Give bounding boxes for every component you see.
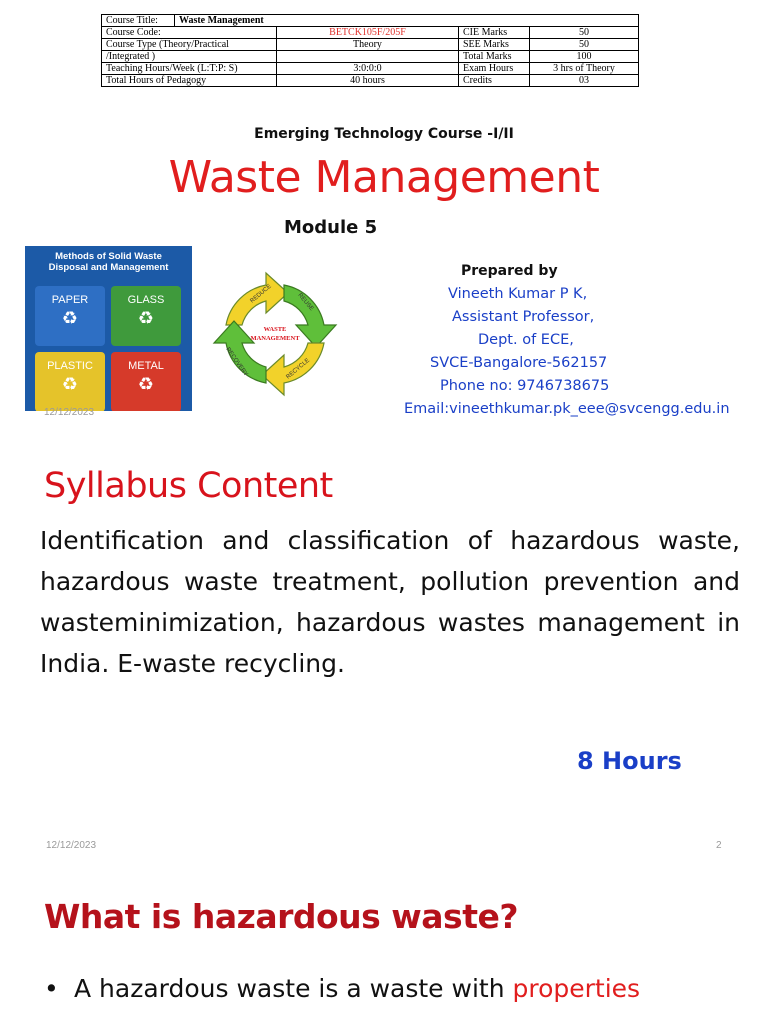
table-row <box>102 51 639 63</box>
table-cell <box>277 51 459 63</box>
prepared-by-label: Prepared by <box>461 263 558 279</box>
cycle-label: REDUCE <box>249 283 273 305</box>
recovery-arrow <box>214 321 266 383</box>
slide-date: 12/12/2023 <box>44 407 95 418</box>
paper-bin <box>35 286 105 346</box>
waste-bins-image <box>25 246 192 411</box>
table-cell: Total Marks <box>459 51 530 63</box>
bullet-item <box>44 974 640 1003</box>
author-phone: Phone no: 9746738675 <box>440 378 610 394</box>
image-caption <box>25 251 192 273</box>
table-cell: Course Title: <box>102 15 175 27</box>
bin-label: PLASTIC <box>47 360 93 372</box>
table-cell: Total Hours of Pedagogy <box>102 75 277 87</box>
author-email: Email:vineethkumar.pk_eee@svcengg.edu.in <box>404 401 730 417</box>
table-cell: CIE Marks <box>459 27 530 39</box>
hazardous-waste-title: What is hazardous waste? <box>44 897 518 936</box>
table-cell: 3 hrs of Theory <box>530 63 639 75</box>
recycle-icon: ♻ <box>137 374 155 395</box>
author-name: Vineeth Kumar P K, <box>448 286 588 302</box>
table-cell: Teaching Hours/Week (L:T:P: S) <box>102 63 277 75</box>
cycle-center-label: MANAGEMENT <box>250 335 300 342</box>
glass-bin <box>111 286 181 346</box>
image-caption-line: Disposal and Management <box>48 262 169 273</box>
hours-label: 8 Hours <box>577 747 682 775</box>
cycle-center-label: WASTE <box>263 326 287 333</box>
bullet-highlight: properties <box>512 974 641 1003</box>
recycle-icon: ♻ <box>61 374 79 395</box>
bullet-icon: • <box>44 974 59 1003</box>
metal-bin <box>111 352 181 411</box>
syllabus-body: Identification and classification of hazardous waste, hazardous waste treatment, pollution prevention and wasteminimization, hazardous wastes management in India. E-waste recycling. <box>40 526 740 678</box>
table-cell: Course Type (Theory/Practical <box>102 39 277 51</box>
table-cell: 40 hours <box>277 75 459 87</box>
waste-management-cycle-diagram <box>204 263 346 405</box>
table-cell: /Integrated ) <box>102 51 277 63</box>
recycle-icon: ♻ <box>61 308 79 329</box>
table-cell: 50 <box>530 39 639 51</box>
table-cell: BETCK105F/205F <box>277 27 459 39</box>
author-institution: SVCE-Bangalore-562157 <box>430 355 608 371</box>
table-cell: 03 <box>530 75 639 87</box>
table-row <box>102 27 639 39</box>
cycle-label: REUSE <box>296 292 315 313</box>
bin-label: METAL <box>128 360 164 372</box>
table-cell: Exam Hours <box>459 63 530 75</box>
table-cell: Credits <box>459 75 530 87</box>
table-cell: 3:0:0:0 <box>277 63 459 75</box>
table-cell: 100 <box>530 51 639 63</box>
image-caption-line: Methods of Solid Waste <box>55 251 162 262</box>
table-row <box>102 39 639 51</box>
slide-title: Waste Management <box>168 152 600 203</box>
table-cell: 50 <box>530 27 639 39</box>
page-number: 2 <box>716 840 722 851</box>
table-row <box>102 15 639 27</box>
author-designation: Assistant Professor, <box>452 309 595 325</box>
table-row <box>102 63 639 75</box>
table-cell: Course Code: <box>102 27 277 39</box>
bullet-text: A hazardous waste is a waste with <box>74 974 513 1003</box>
table-cell: Waste Management <box>175 15 639 27</box>
course-heading: Emerging Technology Course -I/II <box>254 126 514 142</box>
cycle-label: RECYCLE <box>285 357 311 381</box>
bin-label: GLASS <box>127 294 165 306</box>
recycle-icon: ♻ <box>137 308 155 329</box>
slide-date: 12/12/2023 <box>46 840 97 851</box>
cycle-label: RECOVERY <box>224 346 249 378</box>
table-cell: Theory <box>277 39 459 51</box>
table-cell: SEE Marks <box>459 39 530 51</box>
author-department: Dept. of ECE, <box>478 332 574 348</box>
bin-label: PAPER <box>51 294 89 306</box>
module-label: Module 5 <box>284 217 378 238</box>
course-info-table <box>101 14 639 87</box>
table-row <box>102 75 639 87</box>
syllabus-title: Syllabus Content <box>44 466 333 506</box>
plastic-bin <box>35 352 105 411</box>
